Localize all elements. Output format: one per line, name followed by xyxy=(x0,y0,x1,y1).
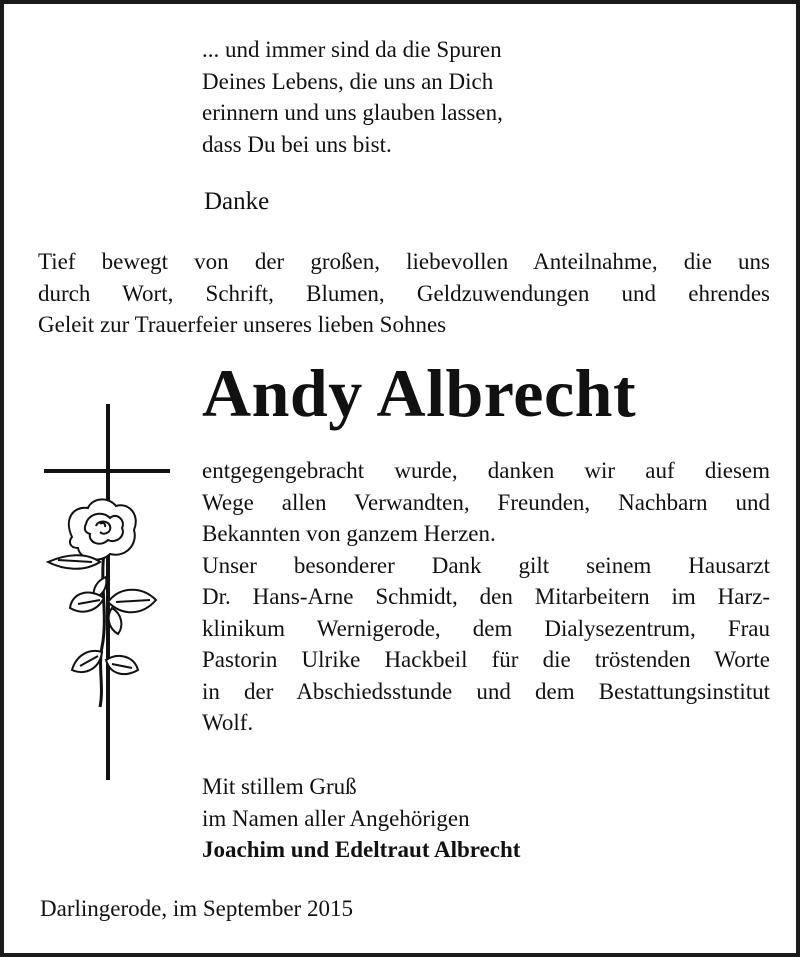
closing-greeting: Mit stillem Gruß xyxy=(202,774,357,799)
intro-line: Geleit zur Trauerfeier unseres lieben Sohnes xyxy=(38,312,447,337)
body-line: Wege allen Verwandten, Freunden, Nachbarn und xyxy=(202,489,770,515)
body-line: Bekannten von ganzem Herzen. xyxy=(202,521,496,546)
deceased-name: Andy Albrecht xyxy=(202,355,637,431)
body-line: Wolf. xyxy=(202,710,254,735)
body-line: Pastorin Ulrike Hackbeil für die tröstenden Worte xyxy=(202,647,770,672)
poem-line: Deines Lebens, die uns an Dich xyxy=(202,68,494,94)
intro-paragraph xyxy=(38,246,770,341)
cross-with-rose-icon xyxy=(42,402,172,782)
memorial-poem xyxy=(202,34,503,160)
closing-on-behalf: im Namen aller Angehörigen xyxy=(202,805,470,831)
body-line: klinikum Wernigerode, dem Dialysezentrum, Frau xyxy=(202,615,770,641)
body-line: in der Abschiedsstunde und dem Bestattungsinstitut xyxy=(202,678,770,704)
body-line: Unser besonderer Dank gilt seinem Hausarzt xyxy=(202,552,770,578)
thanks-heading: Danke xyxy=(204,188,270,215)
poem-line: ... und immer sind da die Spuren xyxy=(202,37,502,62)
poem-line: erinnern und uns glauben lassen, xyxy=(202,100,503,125)
body-line: Dr. Hans-Arne Schmidt, den Mitarbeitern im Harz- xyxy=(202,584,770,609)
intro-line: Tief bewegt von der großen, liebevollen Anteilnahme, die uns xyxy=(38,249,770,274)
signers-names: Joachim und Edeltraut Albrecht xyxy=(202,837,521,862)
place-and-date: Darlingerode, im September 2015 xyxy=(40,896,353,921)
intro-line: durch Wort, Schrift, Blumen, Geldzuwendungen und ehrendes xyxy=(38,280,770,306)
thanks-paragraph xyxy=(202,455,770,739)
body-line: entgegengebracht wurde, danken wir auf diesem xyxy=(202,458,770,483)
poem-line: dass Du bei uns bist. xyxy=(202,131,392,157)
closing-block xyxy=(202,771,520,866)
